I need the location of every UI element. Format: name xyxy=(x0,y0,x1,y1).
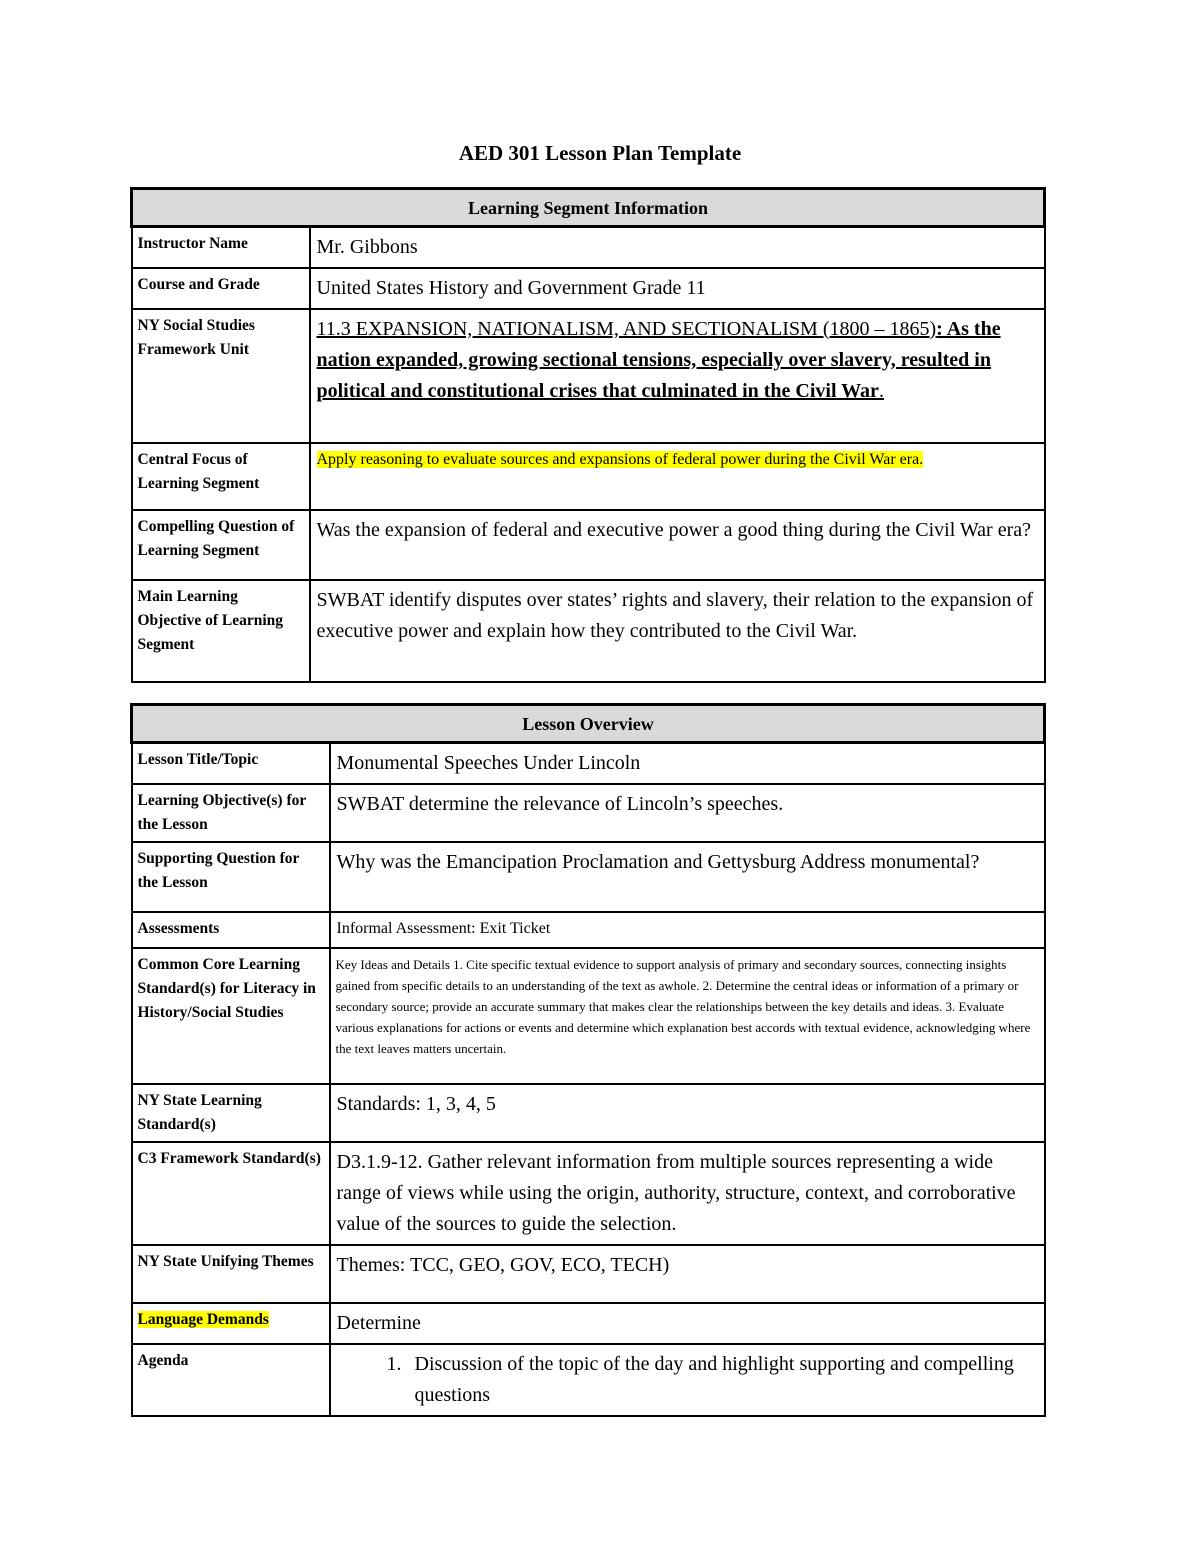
document-title: AED 301 Lesson Plan Template xyxy=(458,141,742,165)
supporting-question-value: Why was the Emancipation Proclamation and Gettysburg Address monumental? xyxy=(330,842,1045,912)
learning-segment-table xyxy=(130,187,1046,683)
agenda-list xyxy=(337,1349,1038,1411)
unit-code: 11.3 EXPANSION, NATIONALISM, AND SECTIONALISM (1800 – 1865) xyxy=(316,318,937,340)
focus-highlight: Apply reasoning to evaluate sources and expansions of federal power during the Civil War era. xyxy=(316,451,924,468)
unit-description: : As the nation expanded, growing sectional tensions, especially over slavery, resulted in political and constitutional crises that culminated in the Civil War xyxy=(316,318,1001,402)
question-value: Was the expansion of federal and executive power a good thing during the Civil War era? xyxy=(310,510,1045,580)
assessments-label: Assessments xyxy=(132,912,330,948)
instructor-label: Instructor Name xyxy=(132,227,310,269)
nys-standards-value: Standards: 1, 3, 4, 5 xyxy=(330,1084,1045,1142)
overview-header: Lesson Overview xyxy=(132,705,1045,743)
segment-header: Learning Segment Information xyxy=(132,189,1045,227)
lesson-objective-value: SWBAT determine the relevance of Lincoln’s speeches. xyxy=(330,784,1045,842)
language-demands-value: Determine xyxy=(330,1303,1045,1344)
lesson-title-value: Monumental Speeches Under Lincoln xyxy=(330,743,1045,785)
unit-value xyxy=(310,309,1045,443)
focus-label: Central Focus of Learning Segment xyxy=(132,443,310,510)
lesson-objective-label: Learning Objective(s) for the Lesson xyxy=(132,784,330,842)
supporting-question-label: Supporting Question for the Lesson xyxy=(132,842,330,912)
unit-label: NY Social Studies Framework Unit xyxy=(132,309,310,443)
lesson-overview-table xyxy=(130,703,1046,1417)
nys-standards-label: NY State Learning Standard(s) xyxy=(132,1084,330,1142)
question-label: Compelling Question of Learning Segment xyxy=(132,510,310,580)
assessments-value: Informal Assessment: Exit Ticket xyxy=(330,912,1045,948)
agenda-item: 1. Discussion of the topic of the day and highlight supporting and compelling questions xyxy=(407,1349,1038,1411)
c3-framework-label: C3 Framework Standard(s) xyxy=(132,1142,330,1245)
unifying-themes-value: Themes: TCC, GEO, GOV, ECO, TECH) xyxy=(330,1245,1045,1303)
common-core-value: Key Ideas and Details 1. Cite specific textual evidence to support analysis of primary and secondary sources, connecting insights gained from specific details to an understanding of the text as awhole. 2. Determine the central ideas or information of a primary or secondary source; provide an accurate summary that makes clear the relationships between the key details and ideas. 3. Evaluate various explanations for actions or events and determine which explanation best accords with textual evidence, acknowledging where the text leaves matters uncertain. xyxy=(330,948,1045,1084)
instructor-value: Mr. Gibbons xyxy=(310,227,1045,269)
objective-label: Main Learning Objective of Learning Segment xyxy=(132,580,310,682)
lesson-title-label: Lesson Title/Topic xyxy=(132,743,330,785)
language-demands-highlight: Language Demands xyxy=(137,1311,269,1328)
agenda-label: Agenda xyxy=(132,1344,330,1416)
unifying-themes-label: NY State Unifying Themes xyxy=(132,1245,330,1303)
course-label: Course and Grade xyxy=(132,268,310,309)
common-core-label: Common Core Learning Standard(s) for Literacy in History/Social Studies xyxy=(132,948,330,1084)
c3-framework-value: D3.1.9-12. Gather relevant information from multiple sources representing a wide range of views while using the origin, authority, structure, context, and corroborative value of the sources to guide the selection. xyxy=(330,1142,1045,1245)
focus-value xyxy=(310,443,1045,510)
course-value: United States History and Government Grade 11 xyxy=(310,268,1045,309)
objective-value: SWBAT identify disputes over states’ rights and slavery, their relation to the expansion of executive power and explain how they contributed to the Civil War. xyxy=(310,580,1045,682)
language-demands-label xyxy=(132,1303,330,1344)
unit-period: . xyxy=(878,380,884,402)
agenda-value xyxy=(330,1344,1045,1416)
